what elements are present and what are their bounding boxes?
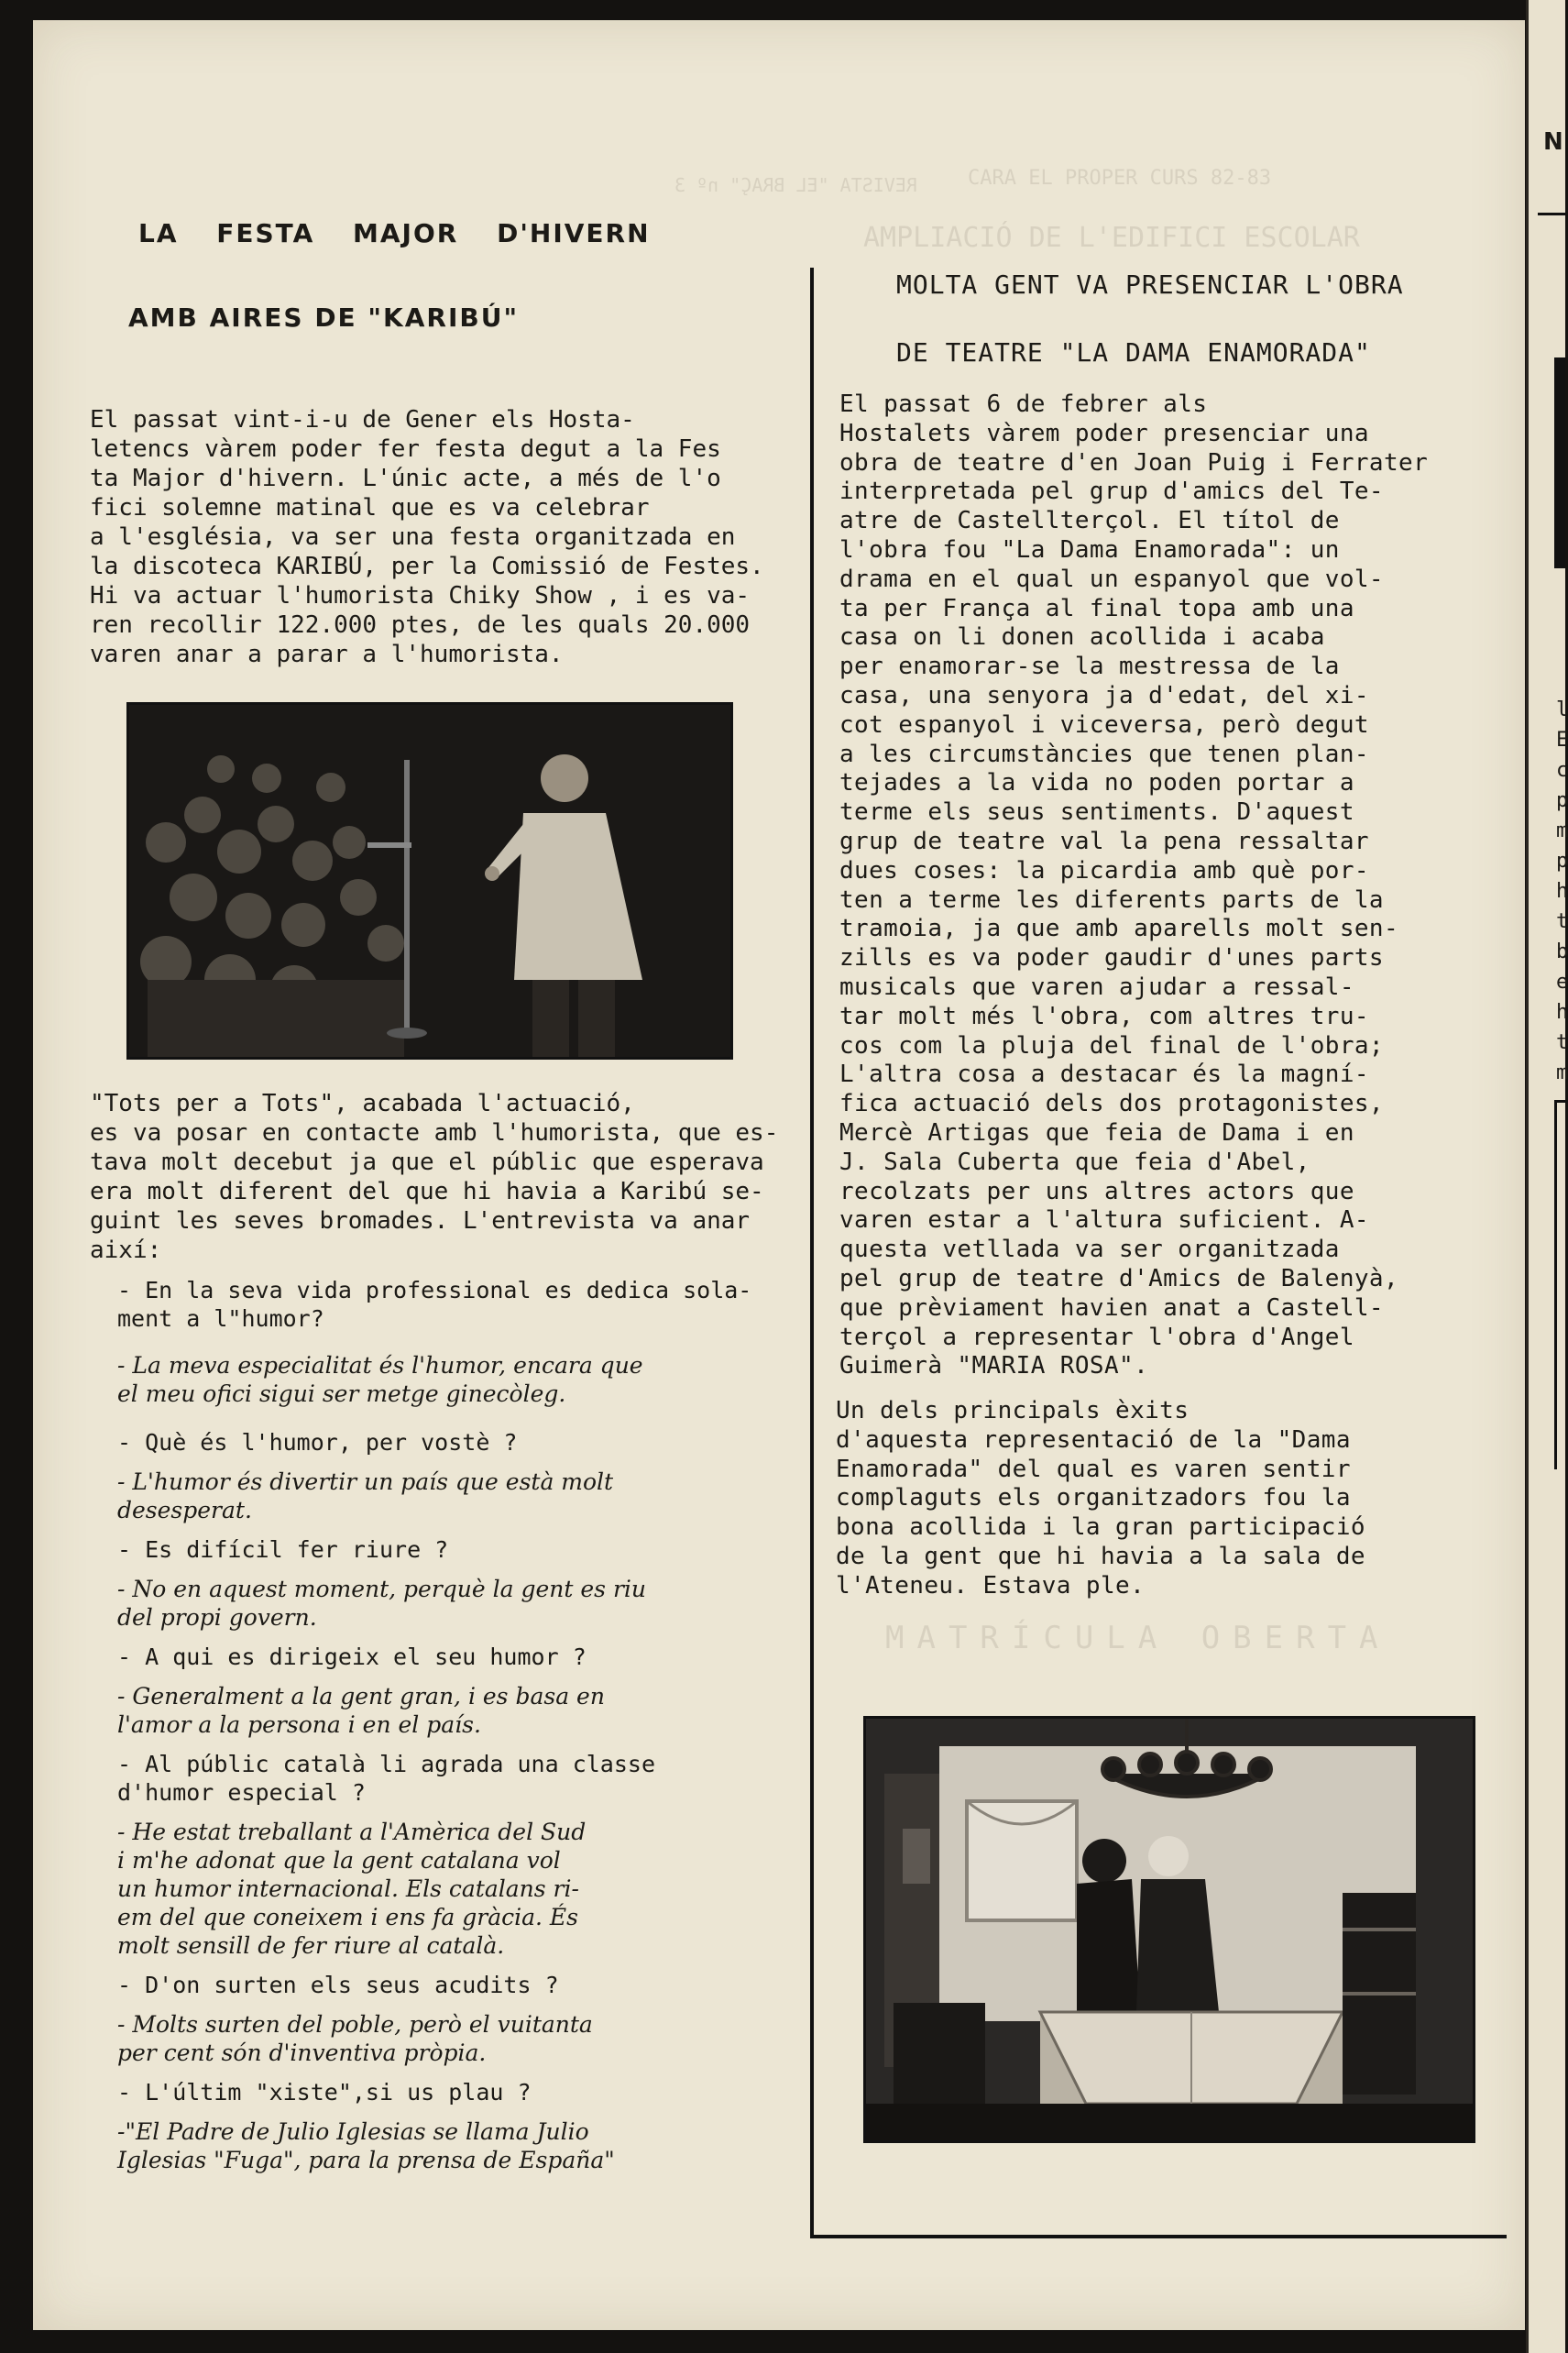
right-article-title-line1: MOLTA GENT VA PRESENCIAR L'OBRA: [896, 269, 1404, 300]
interview-question: - En la seva vida professional es dedica sola- ment a l"humor?: [117, 1277, 752, 1332]
right-article-title-line2: DE TEATRE "LA DAMA ENAMORADA": [896, 337, 1371, 368]
interview-answer: - Molts surten del poble, però el vuitanta per cent són d'inventiva pròpia.: [117, 2011, 593, 2066]
article-subheadline: AMB AIRES DE "KARIBÚ": [128, 302, 520, 333]
interview-answer: - Generalment a la gent gran, i es basa en l'amor a la persona i en el país.: [117, 1683, 605, 1738]
theatre-photo-image: [866, 1719, 1473, 2140]
adjacent-page-text: h: [1556, 1001, 1568, 1024]
adjacent-page-text: c: [1556, 759, 1568, 782]
interview-intro-paragraph: "Tots per a Tots", acabada l'actuació, es va posar en contacte amb l'humorista, que es- tava molt decebut ja que el públic que esperava era molt diferent del que hi havia a Karibú se- guint les seves bromades. L'entrevista va anar així:: [90, 1090, 779, 1264]
article-headline: LA FESTA MAJOR D'HIVERN: [138, 218, 651, 248]
adjacent-page-text: l: [1556, 698, 1568, 721]
interview-answer: - La meva especialitat és l'humor, encara que el meu ofici sigui ser metge ginecòleg.: [117, 1352, 643, 1407]
column-divider: [810, 268, 814, 2238]
interview-block: [117, 1276, 795, 2174]
adjacent-page-text: p: [1556, 789, 1568, 812]
adjacent-page-text: t: [1556, 910, 1568, 933]
adjacent-page-text: t: [1556, 1031, 1568, 1054]
adjacent-page-text: p: [1556, 850, 1568, 873]
adjacent-page-photo-edge: [1554, 357, 1565, 568]
interview-answer: - He estat treballant a l'Amèrica del Sud i m'he adonat que la gent catalana vol un humor internacional. Els catalans ri- em del que coneixem i ens fa gràcia. És molt sensill de fer riure al català.: [117, 1819, 587, 1959]
interview-question: - Què és l'humor, per vostè ?: [117, 1429, 518, 1456]
bleed-through-text: CARA EL PROPER CURS 82-83: [968, 167, 1272, 190]
adjacent-page-text: E: [1556, 729, 1568, 752]
interview-question: - D'on surten els seus acudits ?: [117, 1972, 559, 1998]
bleed-through-text: AMPLIACIÓ DE L'EDIFICI ESCOLAR: [863, 222, 1360, 254]
newspaper-page: [33, 20, 1525, 2330]
interview-answer: - L'humor és divertir un país que està molt desesperat.: [117, 1468, 614, 1523]
adjacent-page-text: h: [1556, 880, 1568, 903]
comedian-stage-photo: [126, 702, 733, 1060]
adjacent-page-rule: [1538, 213, 1565, 215]
bleed-through-text: MATRÍCULA OBERTA: [885, 1620, 1391, 1656]
interview-question: - Al públic català li agrada una classe d'humor especial ?: [117, 1751, 655, 1806]
interview-question: - A qui es dirigeix el seu humor ?: [117, 1644, 587, 1670]
bleed-through-text: REVISTA "EL BRAÇ" nº 3: [674, 174, 917, 196]
bottom-rule: [810, 2235, 1507, 2238]
theatre-article-closing-paragraph: Un dels principals èxits d'aquesta representació de la "Dama Enamorada" del qual es varen sentir complaguts els organitzadors fou la bona acollida i la gran participació de la gent que hi havia a la sala de l'Ateneu. Estava ple.: [836, 1397, 1365, 1600]
theatre-article-paragraph: El passat 6 de febrer als Hostalets vàrem poder presenciar una obra de teatre d'en Joan Puig i Ferrater interpretada pel grup d'amics del Te- atre de Castellterçol. El títol de l'obra fou "La Dama Enamorada": un drama en el qual un espanyol que vol- ta per França al final topa amb una casa on li donen acollida i acaba per enamorar-se la mestressa de la casa, una senyora ja d'edat, del xi- cot espanyol i viceversa, però degut a les circumstàncies que tenen plan- tejades a la vida no poden portar a terme els seus sentiments. D'aquest grup de teatre val la pena ressaltar dues coses: la picardia amb què por- ten a terme les diferents parts de la tramoia, ja que amb aparells molt sen- zills es va poder gaudir d'unes parts musicals que varen ajudar a ressal- tar molt més l'obra, com altres tru- cos com la pluja del final de l'obra; L'altra cosa a destacar és la magní- fica actuació dels dos protagonistes, Mercè Artigas que feia de Dama i en J. Sala Cuberta que feia d'Abel, recolzats per uns altres actors que varen estar a l'altura suficient. A- questa vetllada va ser organitzada pel grup de teatre d'Amics de Balenyà, que prèviament havien anat a Castell- terçol a representar l'obra d'Angel Guimerà "MARIA ROSA".: [839, 390, 1429, 1380]
adjacent-page-edge: [1526, 0, 1568, 2353]
comedian-photo-image: [129, 705, 730, 1057]
adjacent-page-text: e: [1556, 971, 1568, 994]
interview-answer: - No en aquest moment, perquè la gent es riu del propi govern.: [117, 1576, 646, 1631]
adjacent-page-box-edge: [1554, 1100, 1568, 1469]
adjacent-page-text: m: [1556, 819, 1568, 842]
intro-paragraph: El passat vint-i-u de Gener els Hosta- letencs vàrem poder fer festa degut a la Fes ta Major d'hivern. L'únic acte, a més de l'o fici solemne matinal que es va celebrar a l'església, va ser una festa organitzada en la discoteca KARIBÚ, per la Comissió de Festes. Hi va actuar l'humorista Chiky Show , i es va- ren recollir 122.000 ptes, de les quals 20.000 varen anar a parar a l'humorista.: [90, 406, 764, 668]
adjacent-page-text: b: [1556, 940, 1568, 963]
interview-answer: -"El Padre de Julio Iglesias se llama Julio Iglesias "Fuga", para la prensa de España": [117, 2118, 615, 2173]
adjacent-page-letter: N: [1543, 128, 1563, 156]
interview-question: - Es difícil fer riure ?: [117, 1536, 449, 1563]
interview-question: - L'últim "xiste",si us plau ?: [117, 2079, 532, 2106]
theatre-stage-photo: [863, 1716, 1475, 2143]
adjacent-page-text: m: [1556, 1061, 1568, 1084]
